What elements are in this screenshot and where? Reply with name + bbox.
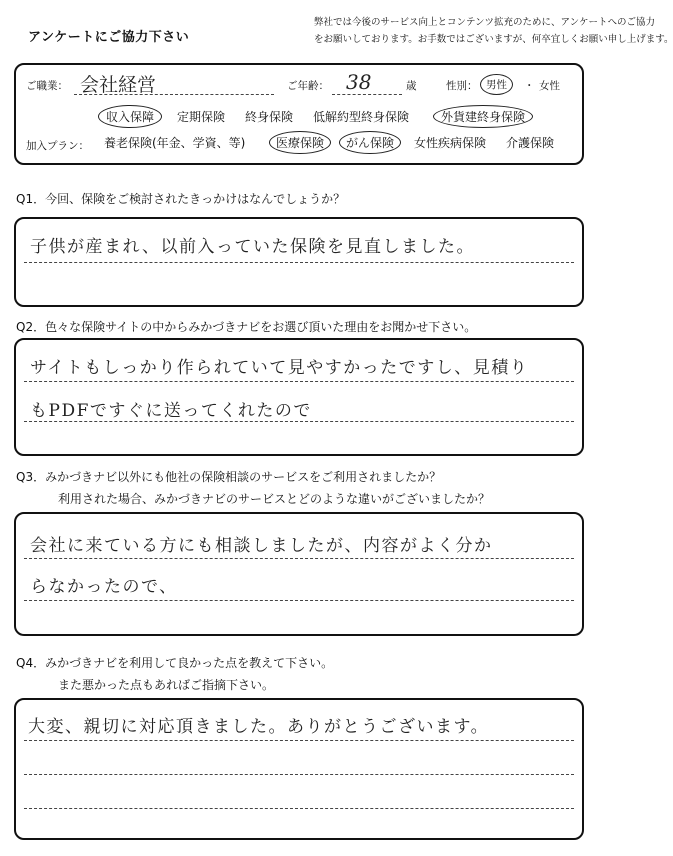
answer-rule [24, 421, 574, 422]
age-value[interactable]: 38 [346, 70, 372, 94]
plan-option-medical[interactable]: 医療保険 [269, 131, 331, 154]
answer-rule [24, 558, 574, 559]
answer-rule [24, 808, 574, 809]
plan-option-whole-life[interactable]: 終身保険 [245, 110, 294, 124]
gender-separator: ・ [524, 80, 535, 92]
survey-intro [314, 14, 673, 48]
age-underline [332, 94, 402, 95]
question-q3-line-1: Q3．みかづきナビ以外にも他社の保険相談のサービスをご利用されましたか？ [16, 470, 442, 484]
answer-q3-line: らなかったので、 [30, 577, 178, 597]
intro-line: 弊社では今後のサービス向上とコンテンツ拡充のために、アンケートへのご協力 [314, 17, 655, 28]
answer-q2-line: サイトもしっかり作られていて見やすかったですし、見積り [30, 358, 529, 378]
gender-option-male[interactable]: 男性 [480, 74, 513, 95]
answer-rule [24, 600, 574, 601]
survey-title: アンケートにご協力下さい [28, 30, 190, 45]
age-unit: 歳 [406, 80, 417, 92]
answer-rule [24, 381, 574, 382]
answer-rule [24, 774, 574, 775]
occupation-label: ご職業： [26, 80, 68, 92]
question-q4-line-1: Q4．みかづきナビを利用して良かった点を教えて下さい。 [16, 656, 334, 670]
answer-q2-line: もPDFですぐに送ってくれたので [30, 401, 312, 421]
occupation-underline [74, 94, 274, 95]
question-q1: Q1．今回、保険をご検討されたきっかけはなんでしょうか？ [16, 192, 346, 206]
question-q3-line-2: 利用された場合、みかづきナビのサービスとどのような違いがございましたか？ [58, 492, 491, 506]
answer-rule [24, 740, 574, 741]
answer-q4-line: 大変、親切に対応頂きました。ありがとうございます。 [28, 717, 490, 737]
gender-label: 性別： [446, 80, 478, 92]
answer-q1-line: 子供が産まれ、以前入っていた保険を見直しました。 [30, 237, 476, 257]
plan-option-nursing-care[interactable]: 介護保険 [506, 136, 555, 150]
answer-q3-line: 会社に来ている方にも相談しましたが、内容がよく分か [30, 536, 493, 556]
plan-option-cancer[interactable]: がん保険 [339, 131, 401, 154]
plan-option-income-protection[interactable]: 収入保障 [98, 105, 162, 128]
plan-option-low-surrender-whole-life[interactable]: 低解約型終身保険 [313, 110, 410, 124]
plan-option-term-insurance[interactable]: 定期保険 [177, 110, 226, 124]
gender-option-female[interactable]: 女性 [539, 80, 560, 92]
question-q2: Q2．色々な保険サイトの中からみかづきナビをお選び頂いた理由をお聞かせ下さい。 [16, 320, 477, 334]
occupation-value[interactable]: 会社経営 [80, 74, 157, 96]
plan-option-endowment[interactable]: 養老保険(年金、学資、等) [104, 136, 246, 150]
plan-option-female-disease[interactable]: 女性疾病保険 [414, 136, 487, 150]
age-label: ご年齢： [287, 80, 329, 92]
plan-label: 加入プラン： [26, 140, 89, 152]
plan-option-foreign-currency-whole-life[interactable]: 外貨建終身保険 [433, 105, 533, 128]
intro-line: をお願いしております。お手数ではございますが、何卒宜しくお願い申し上げます。 [314, 34, 673, 45]
question-q4-line-2: また悪かった点もあればご指摘下さい。 [58, 678, 275, 692]
answer-rule [24, 262, 574, 263]
